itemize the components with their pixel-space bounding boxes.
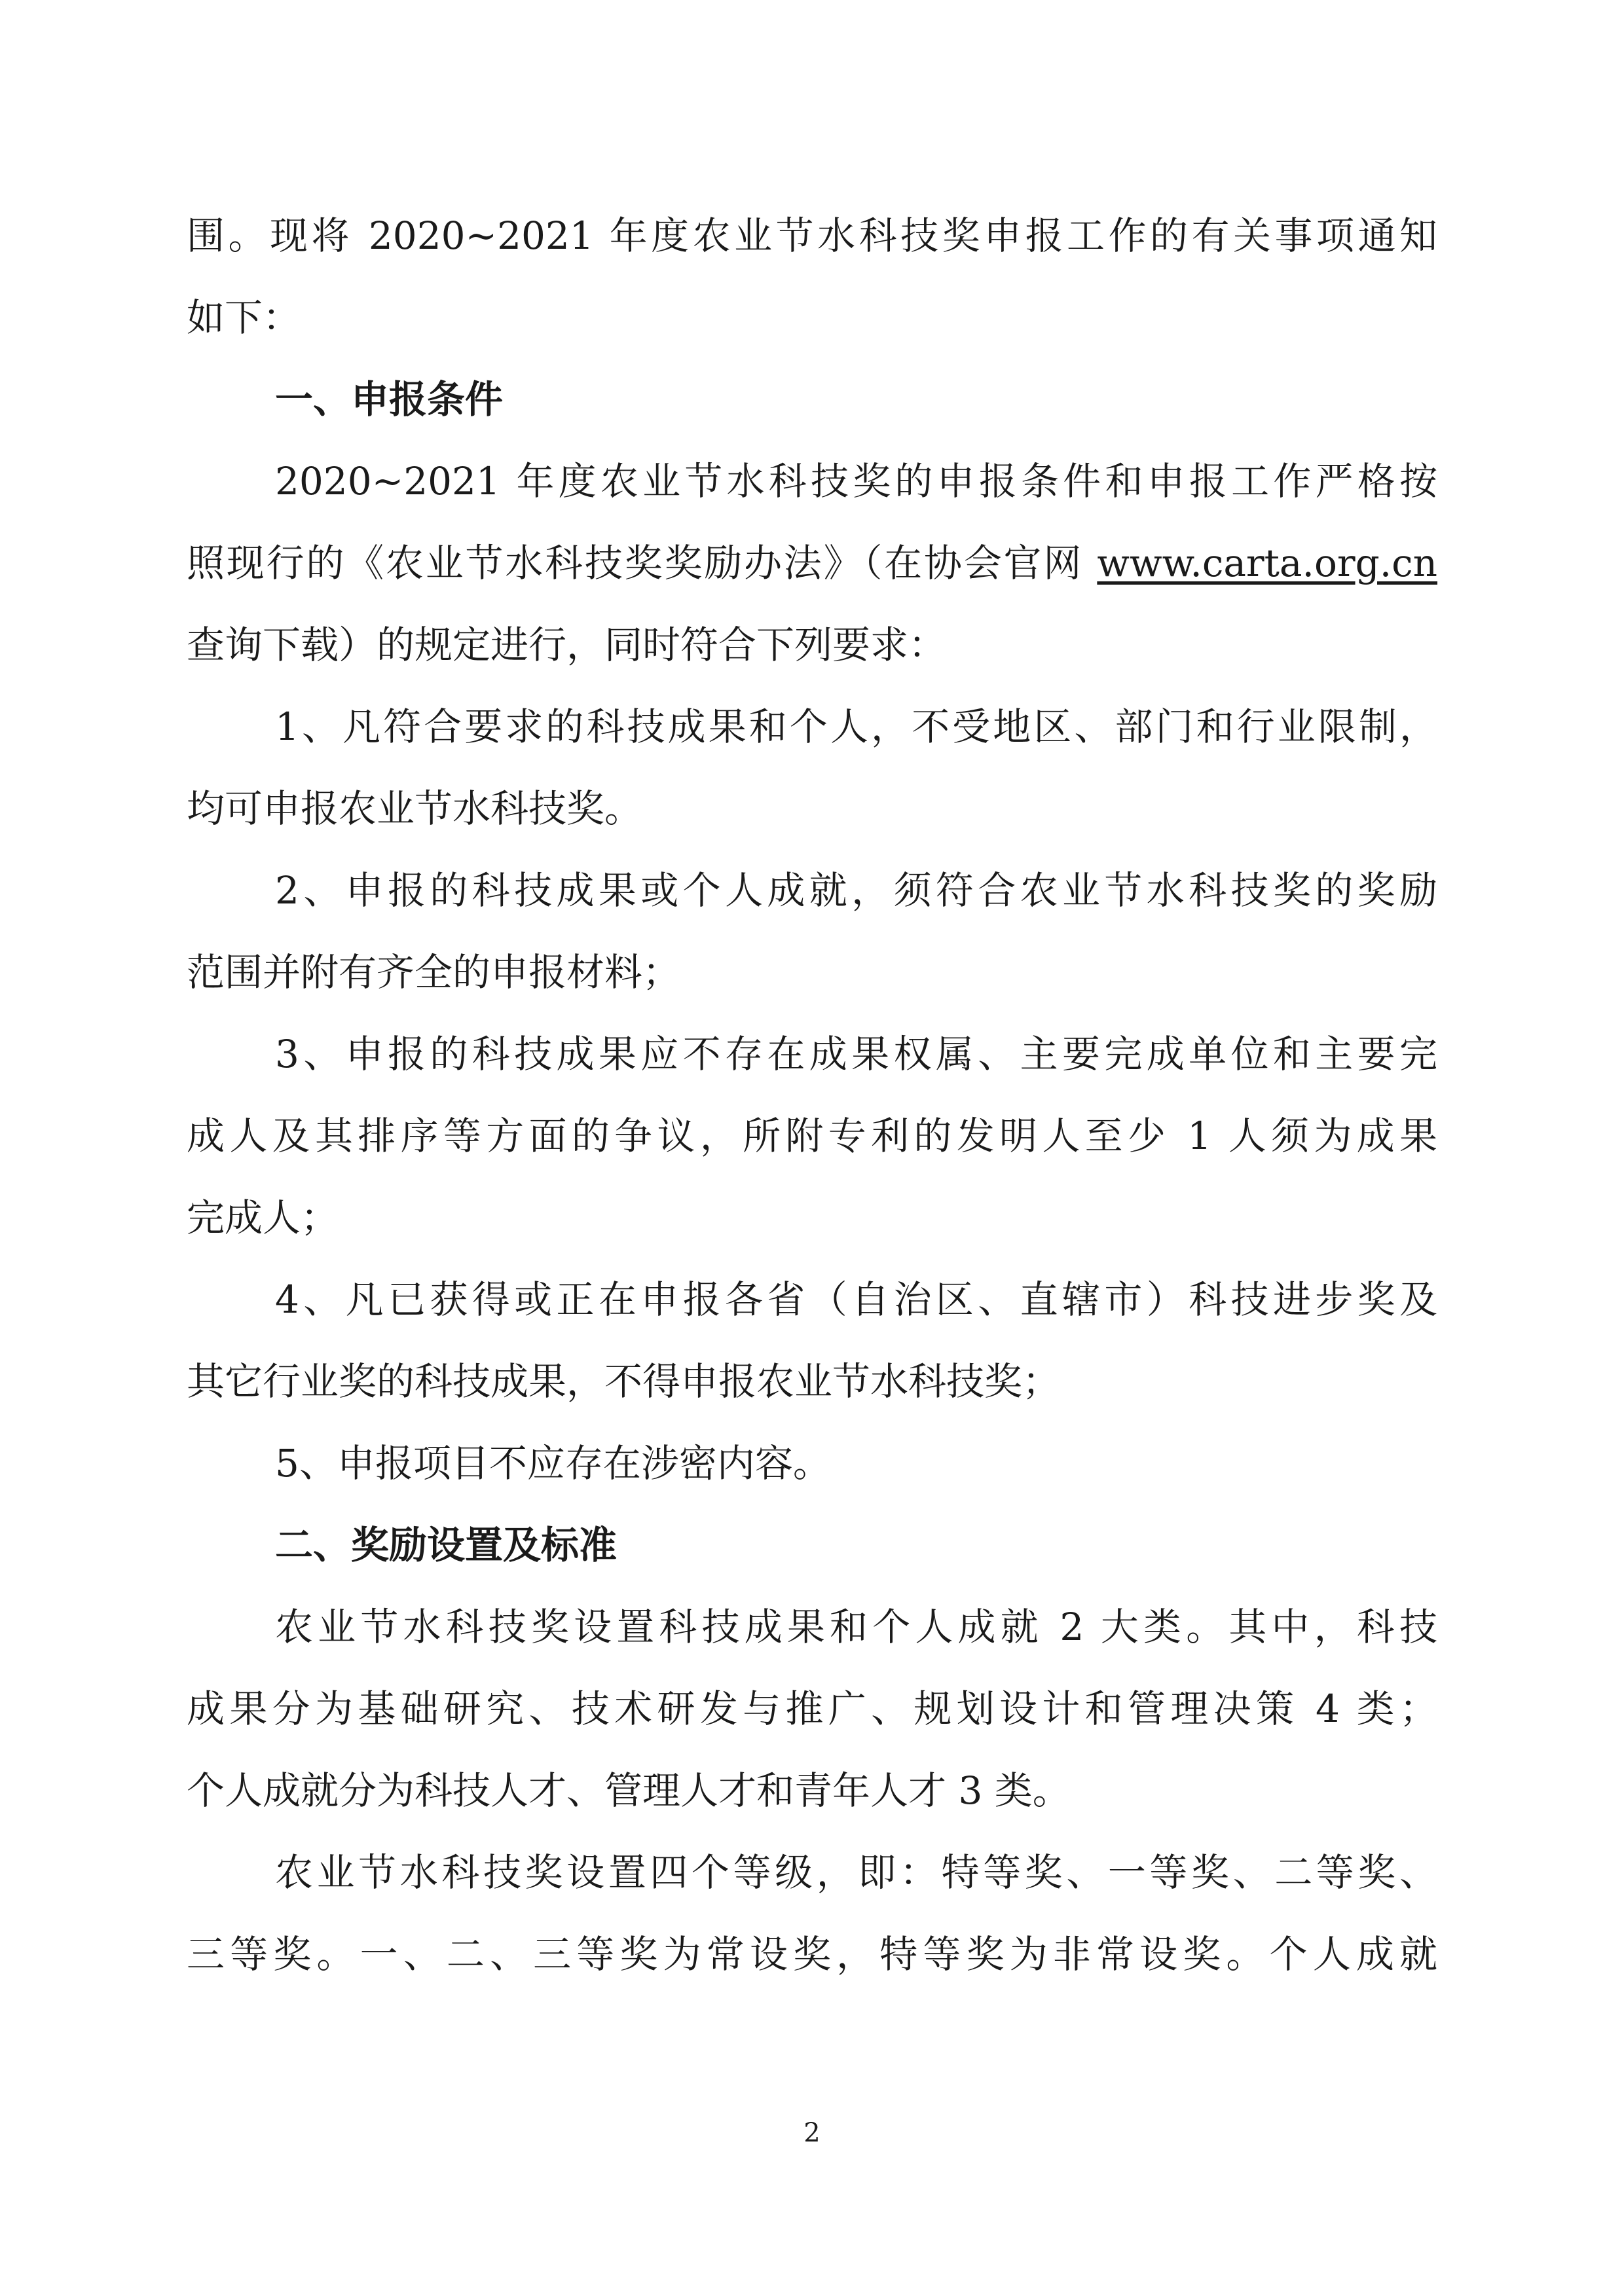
- section-heading-2: 二、奖励设置及标准: [275, 1523, 618, 1567]
- requirement-item-1: 1、凡符合要求的科技成果和个人，不受地区、部门和行业限制，: [275, 704, 1437, 749]
- page-number: 2: [803, 2118, 821, 2148]
- body-text-line: 围。现将 2020~2021 年度农业节水科技奖申报工作的有关事项通知: [187, 213, 1437, 258]
- body-text-line: 其它行业奖的科技成果，不得申报农业节水科技奖；: [187, 1359, 1061, 1404]
- body-text-line: 完成人；: [187, 1195, 339, 1240]
- requirement-item-2: 2、申报的科技成果或个人成就，须符合农业节水科技奖的奖励: [275, 868, 1437, 913]
- body-text-segment: 照现行的《农业节水科技奖奖励办法》（在协会官网: [187, 541, 1098, 585]
- website-link[interactable]: www.carta.org.cn: [1097, 541, 1437, 585]
- body-text-line: 农业节水科技奖设置四个等级，即：特等奖、一等奖、二等奖、: [275, 1850, 1437, 1895]
- body-text-line: 成人及其排序等方面的争议，所附专利的发明人至少 1 人须为成果: [187, 1114, 1437, 1158]
- body-text-line: 个人成就分为科技人才、管理人才和青年人才 3 类。: [187, 1768, 1071, 1813]
- section-heading-1: 一、申报条件: [275, 377, 504, 422]
- requirement-item-3: 3、申报的科技成果应不存在成果权属、主要完成单位和主要完: [275, 1032, 1437, 1076]
- body-text-line: 均可申报农业节水科技奖。: [187, 786, 643, 831]
- body-text-line: 2020~2021 年度农业节水科技奖的申报条件和申报工作严格按: [275, 459, 1437, 503]
- requirement-item-5: 5、申报项目不应存在涉密内容。: [275, 1441, 831, 1485]
- body-text-line: 如下：: [187, 295, 301, 340]
- body-text-line: 范围并附有齐全的申报材料；: [187, 950, 681, 994]
- body-text-line: 成果分为基础研究、技术研发与推广、规划设计和管理决策 4 类；: [187, 1686, 1437, 1731]
- requirement-item-4: 4、凡已获得或正在申报各省（自治区、直辖市）科技进步奖及: [275, 1277, 1437, 1322]
- body-text-line: 农业节水科技奖设置科技成果和个人成就 2 大类。其中，科技: [275, 1605, 1437, 1649]
- body-text-line: 三等奖。一、二、三等奖为常设奖，特等奖为非常设奖。个人成就: [187, 1932, 1437, 1977]
- body-text-line: 查询下载）的规定进行，同时符合下列要求：: [187, 623, 947, 667]
- body-text-line: [187, 527, 1437, 599]
